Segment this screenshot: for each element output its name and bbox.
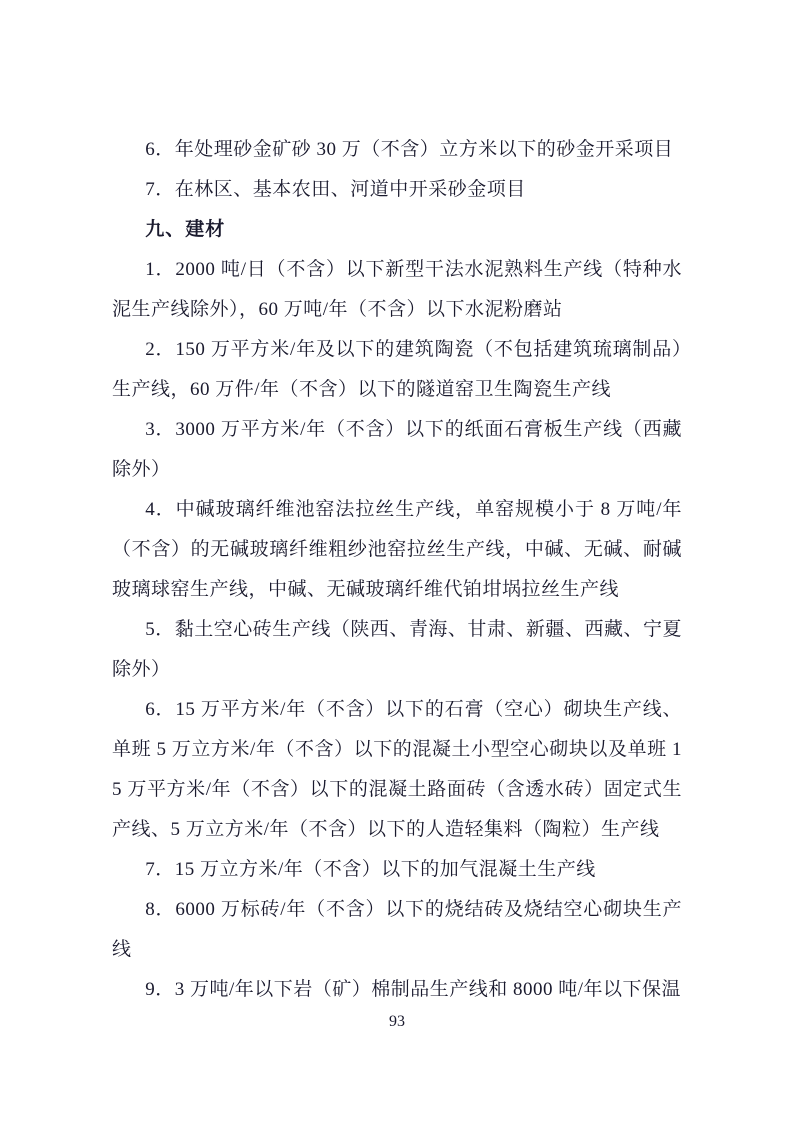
page-number: 93 [389, 1013, 405, 1030]
paragraph: 7．在林区、基本农田、河道中开采砂金项目 [145, 179, 526, 200]
section-heading: 九、建材 [145, 219, 226, 240]
document-body [112, 130, 682, 1010]
paragraph: 6．年处理砂金矿砂 30 万（不含）立方米以下的砂金开采项目 [145, 139, 674, 160]
paragraph: 8．6000 万标砖/年（不含）以下的烧结砖及烧结空心砌块生产线 [112, 899, 682, 960]
paragraph: 4．中碱玻璃纤维池窑法拉丝生产线，单窑规模小于 8 万吨/年（不含）的无碱玻璃纤维粗纱池窑拉丝生产线，中碱、无碱、耐碱玻璃球窑生产线，中碱、无碱玻璃纤维代铂坩埚拉丝生产线 [112, 499, 682, 600]
paragraph: 2．150 万平方米/年及以下的建筑陶瓷（不包括建筑琉璃制品）生产线，60 万件/年（不含）以下的隧道窑卫生陶瓷生产线 [112, 339, 682, 400]
paragraph: 1．2000 吨/日（不含）以下新型干法水泥熟料生产线（特种水泥生产线除外），60 万吨/年（不含）以下水泥粉磨站 [112, 259, 682, 320]
paragraph: 5．黏土空心砖生产线（陕西、青海、甘肃、新疆、西藏、宁夏除外） [112, 619, 682, 680]
paragraph: 6．15 万平方米/年（不含）以下的石膏（空心）砌块生产线、单班 5 万立方米/年（不含）以下的混凝土小型空心砌块以及单班 15 万平方米/年（不含）以下的混凝土路面砖（含透水砖）固定式生产线、5 万立方米/年（不含）以下的人造轻集料（陶粒）生产线 [112, 699, 682, 840]
paragraph: 7．15 万立方米/年（不含）以下的加气混凝土生产线 [145, 859, 596, 880]
paragraph: 3．3000 万平方米/年（不含）以下的纸面石膏板生产线（西藏除外） [112, 419, 682, 480]
paragraph: 9．3 万吨/年以下岩（矿）棉制品生产线和 8000 吨/年以下保温 [145, 979, 682, 1000]
